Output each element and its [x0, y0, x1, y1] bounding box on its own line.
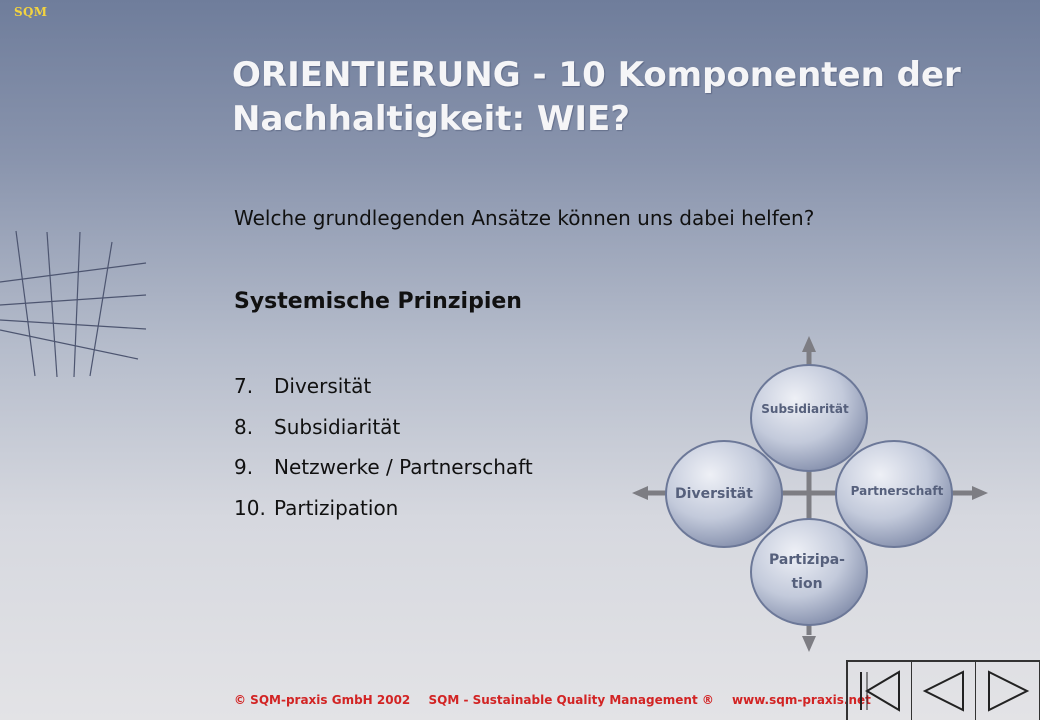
list-item-label: Subsidiarität	[274, 414, 401, 439]
circle-label-partizipation-line1: Partizipa-	[769, 552, 845, 568]
list-item	[234, 453, 533, 494]
first-slide-button[interactable]	[848, 662, 912, 720]
sqm-logo: SQM	[14, 5, 48, 19]
list-item	[234, 413, 533, 454]
list-item-label: Diversität	[274, 374, 372, 398]
footer-copyright: © SQM-praxis GmbH 2002	[234, 693, 411, 707]
arrow-up-icon	[802, 336, 816, 352]
list-item-number: 10.	[234, 495, 266, 520]
list-item-label: Netzwerke / Partnerschaft	[274, 455, 533, 479]
principles-list	[234, 372, 533, 534]
previous-slide-button[interactable]	[912, 662, 976, 720]
footer-tagline: SQM - Sustainable Quality Management ®	[428, 693, 714, 707]
previous-slide-icon	[919, 666, 969, 716]
list-item	[234, 372, 533, 413]
list-item-number: 9.	[234, 455, 254, 479]
circle-label-diversitaet: Diversität	[675, 486, 753, 502]
arrow-right-icon	[972, 486, 988, 500]
first-slide-icon	[855, 666, 905, 716]
footer	[234, 693, 885, 707]
circle-partizipation	[751, 519, 867, 625]
list-item	[234, 494, 533, 535]
slide-subtitle: Welche grundlegenden Ansätze können uns dabei helfen?	[234, 206, 815, 230]
next-slide-icon	[983, 666, 1033, 716]
circle-label-partizipation-line2: tion	[791, 576, 823, 592]
arrow-left-icon	[632, 486, 648, 500]
principles-diagram	[628, 332, 993, 657]
circle-label-subsidiaritaet: Subsidiarität	[761, 402, 849, 416]
decorative-grid-lines	[0, 225, 150, 385]
arrow-down-icon	[802, 636, 816, 652]
circle-label-partnerschaft: Partnerschaft	[850, 484, 944, 498]
slide-title: ORIENTIERUNG - 10 Komponenten der Nachhaltigkeit: WIE?	[232, 55, 961, 139]
list-item-number: 8.	[234, 414, 254, 439]
section-heading: Systemische Prinzipien	[234, 289, 522, 314]
slide-navigation	[846, 660, 1040, 720]
list-item-label: Partizipation	[274, 495, 399, 520]
circle-subsidiaritaet	[751, 365, 867, 471]
footer-url[interactable]: www.sqm-praxis.net	[732, 693, 871, 707]
list-item-number: 7.	[234, 374, 254, 398]
next-slide-button[interactable]	[976, 662, 1040, 720]
